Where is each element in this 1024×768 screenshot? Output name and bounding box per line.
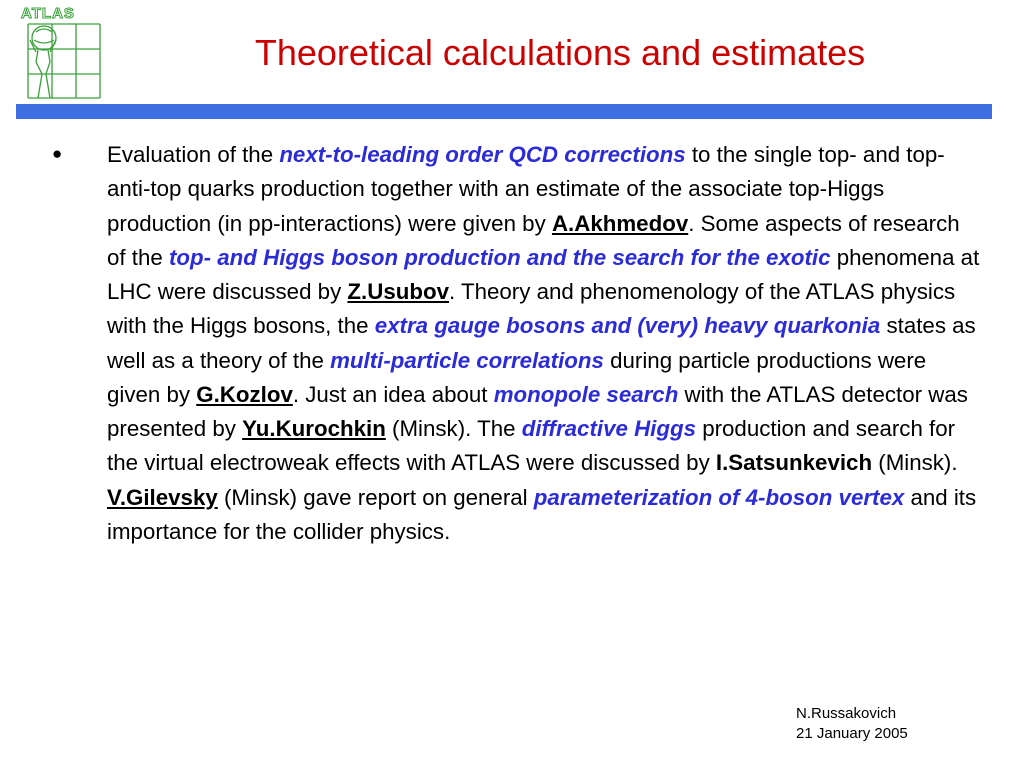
author-name: I.Satsunkevich [715,450,873,476]
text-run: with the ATLAS detector was presented by [107,381,968,441]
text-run: Evaluation of the [107,142,280,167]
text-run: phenomena at LHC were discussed by [107,244,980,304]
author-name: A.Akhmedov [551,210,689,236]
bullet-paragraph [107,138,982,549]
emphasized-phrase: parameterization of 4-boson vertex [533,484,905,510]
text-run: during particle productions were given by [107,347,927,407]
atlas-logo-text: ATLAS [21,5,75,22]
author-name: V.Gilevsky [107,484,218,510]
author-name: Z.Usubov [347,279,449,304]
author-name: G.Kozlov [196,381,293,407]
text-run: (Minsk). The [385,416,522,441]
text-run: to the single top- and top-anti-top quarks production together with an estimate of the associate top-Higgs production (in pp-interactions) were given by [107,142,945,236]
text-run: and its importance for the collider physics. [107,484,977,544]
emphasized-phrase: diffractive Higgs [521,416,697,441]
footer-author: N.Russakovich [796,705,897,722]
slide-footer [796,704,908,744]
text-run: (Minsk). [872,450,958,476]
title-divider-bar [16,104,992,119]
emphasized-phrase: monopole search [493,381,679,407]
footer-date: 21 January 2005 [796,725,908,742]
text-run: states as well as a theory of the [107,313,976,373]
text-run: . Some aspects of research of the [107,210,960,270]
text-run: . Theory and phenomenology of the ATLAS physics with the Higgs bosons, the [107,279,956,339]
author-name: Yu.Kurochkin [242,416,386,441]
emphasized-phrase: top- and Higgs boson production and the search for the exotic [168,244,831,270]
emphasized-phrase: multi-particle correlations [330,347,604,373]
text-run: . Just an idea about [292,381,494,407]
text-run: (Minsk) gave report on general [217,484,534,510]
slide-title: Theoretical calculations and estimates [254,32,866,73]
atlas-logo [8,2,110,102]
text-run: production and search for the virtual electroweak effects with ATLAS were discussed by [107,416,956,476]
emphasized-phrase: next-to-leading order QCD corrections [279,142,686,167]
bullet-icon: ● [52,144,63,163]
emphasized-phrase: extra gauge bosons and (very) heavy quarkonia [374,313,881,339]
